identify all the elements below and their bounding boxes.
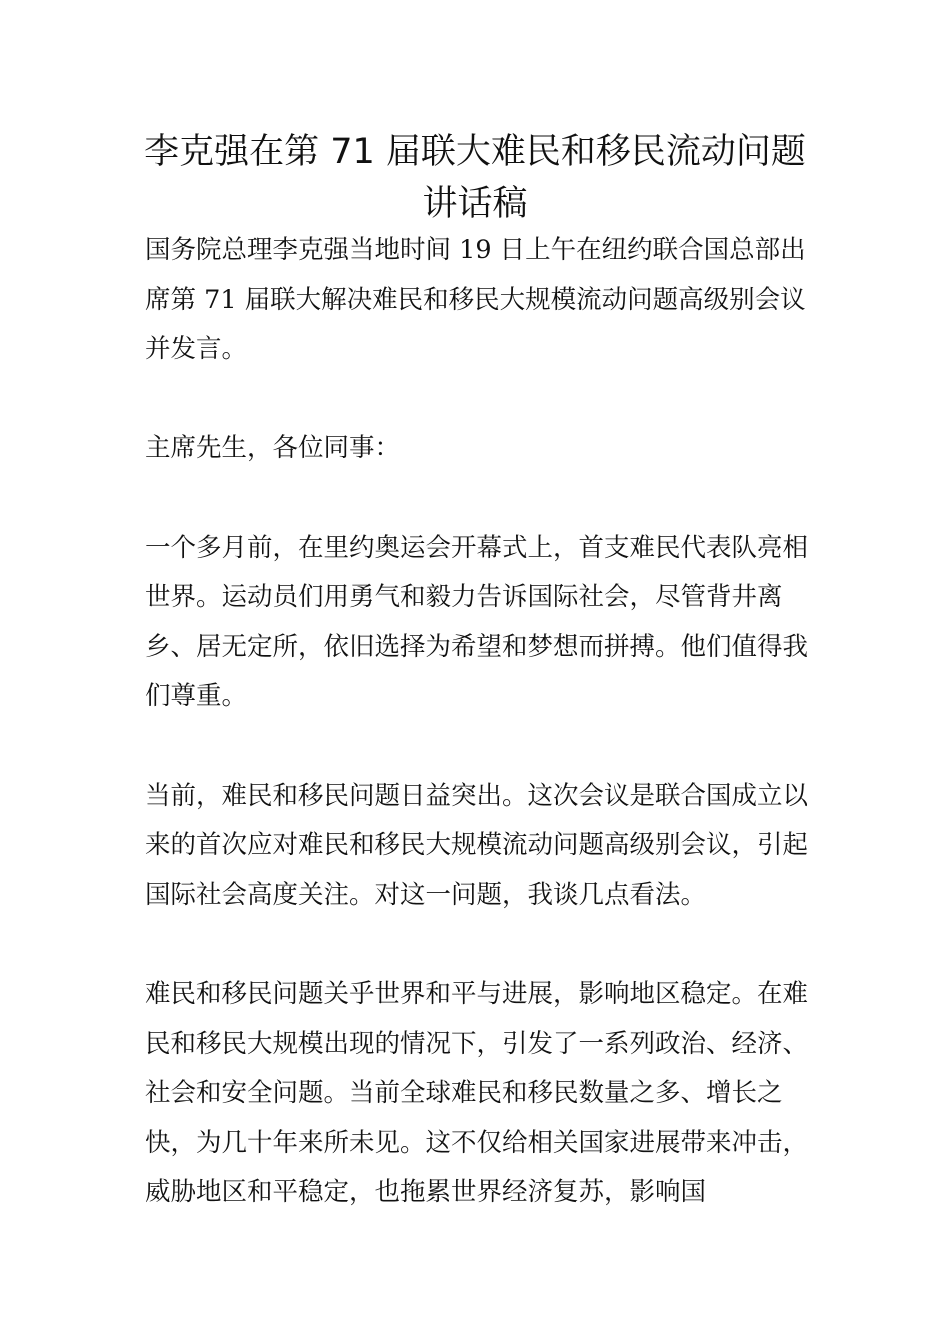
paragraph-salutation: 主席先生，各位同事： — [145, 433, 401, 464]
title-line-2: 讲话稿 — [422, 184, 528, 224]
document-title — [120, 126, 830, 230]
paragraph-olympics: 一个多月前，在里约奥运会开幕式上，首支难民代表队亮相世界。运动员们用勇气和毅力告诉国际社会，尽管背井离乡、居无定所，依旧选择为希望和梦想而拼搏。他们值得我们尊重。 — [145, 532, 809, 712]
title-line-1: 李克强在第 71 届联大难民和移民流动问题 — [144, 132, 806, 172]
paragraph-intro: 国务院总理李克强当地时间 19 日上午在纽约联合国总部出席第 71 届联大解决难民和移民大规模流动问题高级别会议并发言。 — [145, 235, 806, 365]
document-body — [145, 226, 813, 1218]
paragraph-current-issue: 当前，难民和移民问题日益突出。这次会议是联合国成立以来的首次应对难民和移民大规模流动问题高级别会议，引起国际社会高度关注。对这一问题，我谈几点看法。 — [145, 780, 809, 910]
paragraph-impact: 难民和移民问题关乎世界和平与进展，影响地区稳定。在难民和移民大规模出现的情况下，引发了一系列政治、经济、社会和安全问题。当前全球难民和移民数量之多、增长之快，为几十年来所未见。这不仅给相关国家进展带来冲击，威胁地区和平稳定，也拖累世界经济复苏，影响国 — [145, 978, 809, 1208]
